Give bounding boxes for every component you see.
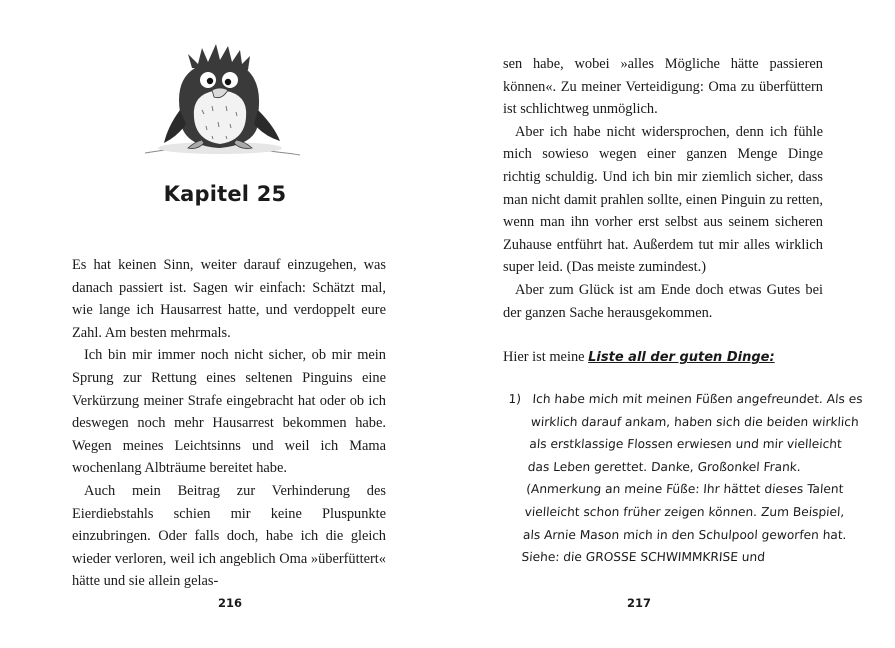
paragraph: sen habe, wobei »alles Mögliche hätte passieren können«. Zu meiner Verteidigung: Oma zu überfüttern ist schlichtweg unmöglich. [503, 56, 823, 118]
list-line: wirklich darauf ankam, haben sich die beiden wirklich [530, 414, 860, 429]
list-line: vielleicht schon früher zeigen können. Zum Beispiel, [524, 504, 845, 519]
penguin-illustration-icon [140, 40, 300, 165]
handwritten-list [497, 388, 864, 569]
left-page [0, 0, 447, 648]
list-intro [503, 346, 823, 370]
left-page-text [72, 254, 386, 593]
list-line: als erstklassige Flossen erwiesen und mir vielleicht [528, 437, 843, 452]
paragraph: Aber zum Glück ist am Ende doch etwas Gutes bei der ganzen Sache herausgekommen. [503, 281, 823, 321]
list-item-number: 1) [508, 392, 522, 406]
paragraph: Auch mein Beitrag zur Verhinderung des Eierdiebstahls schien mir keine Pluspunkte einzubringen. Oder falls doch, habe ich die gleich wieder verloren, weil ich angeblich Oma »überfüttert« hätte und sie allein gelas- [72, 482, 386, 590]
list-line: als Arnie Mason mich in den Schulpool geworfen hat. [522, 527, 848, 542]
right-page-text [503, 53, 823, 370]
page-number: 217 [626, 596, 651, 610]
list-intro-text: Hier ist meine [503, 349, 585, 366]
paragraph: Ich bin mir immer noch nicht sicher, ob mir mein Sprung zur Rettung eines seltenen Pinguins eine Verkürzung meiner Strafe eingebracht hat oder ob ich deswegen noch mehr Hausarrest bekommen habe. Wegen meines Leichtsinns und weil ich Mama wochenlang Albträume bereitet habe. [72, 347, 386, 477]
right-page [447, 0, 895, 648]
list-line: Siehe: die GROSSE SCHWIMMKRISE und [521, 550, 766, 565]
list-line: Ich habe mich mit meinen Füßen angefreundet. Als es [532, 392, 864, 406]
list-line: das Leben gerettet. Danke, Großonkel Frank. [527, 459, 802, 474]
list-item [521, 388, 864, 569]
paragraph: Aber ich habe nicht widersprochen, denn ich fühle mich sowieso wegen einer ganzen Menge Dinge richtig schuldig. Und ich bin mir ziemlich sicher, dass man nicht damit prahlen sollte, einen Pinguin zu retten, wenn man ihn vorher erst selbst aus seinem sicheren Zuhause entführt hat. Außerdem tut mir alles wirklich super leid. (Das meiste zumindest.) [503, 123, 823, 276]
list-line: (Anmerkung an meine Füße: Ihr hättet dieses Talent [525, 482, 844, 497]
chapter-title: Kapitel 25 [163, 182, 287, 206]
page-number: 216 [217, 596, 242, 610]
list-title: Liste all der guten Dinge: [588, 350, 775, 366]
paragraph: Es hat keinen Sinn, weiter darauf einzugehen, was danach passiert ist. Sagen wir einfach: Schätzt mal, wie lange ich Hausarrest hatte, und verdoppelt eure Zahl. Am besten mehrmals. [72, 257, 386, 341]
